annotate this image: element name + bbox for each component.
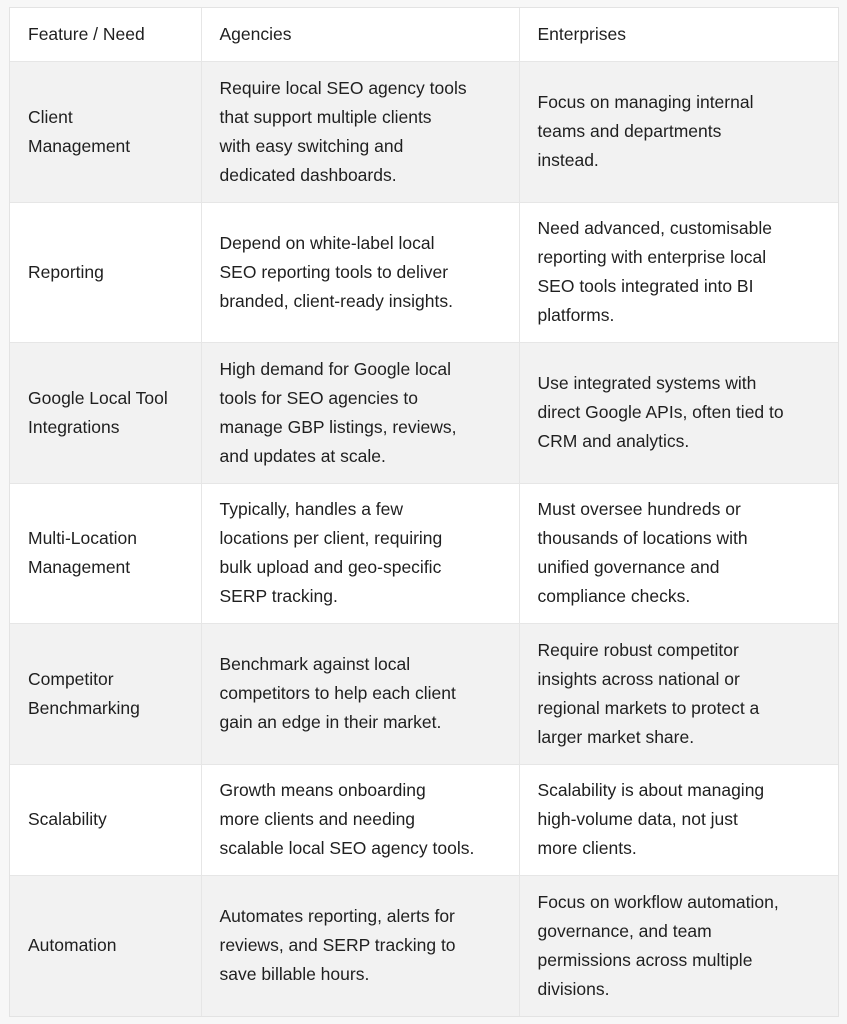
header-agencies: Agencies <box>201 8 519 61</box>
header-row <box>10 8 838 61</box>
cell-enterprises: Scalability is about managing high-volume data, not just more clients. <box>519 764 838 875</box>
cell-agencies: Depend on white-label local SEO reporting tools to deliver branded, client-ready insights. <box>201 202 519 342</box>
cell-feature: Competitor Benchmarking <box>10 623 201 764</box>
table-row <box>10 623 838 764</box>
cell-agencies: Automates reporting, alerts for reviews, and SERP tracking to save billable hours. <box>201 875 519 1016</box>
table-row <box>10 875 838 1016</box>
table-header <box>10 8 838 61</box>
cell-enterprises: Focus on workflow automation, governance, and team permissions across multiple divisions. <box>537 891 779 999</box>
cell-feature: Reporting <box>10 202 201 342</box>
table-row <box>10 342 838 483</box>
comparison-table <box>10 8 838 1016</box>
table-row <box>10 764 838 875</box>
cell-feature: Google Local Tool Integrations <box>10 342 201 483</box>
cell-enterprises: Use integrated systems with direct Google APIs, often tied to CRM and analytics. <box>519 342 838 483</box>
cell-agencies: Require local SEO agency tools that support multiple clients with easy switching and dedicated dashboards. <box>201 61 519 202</box>
cell-feature: Scalability <box>10 764 201 875</box>
cell-feature: Client Management <box>10 61 201 202</box>
cell-enterprises: Need advanced, customisable reporting with enterprise local SEO tools integrated into BI platforms. <box>519 202 838 342</box>
table-row <box>10 483 838 623</box>
cell-enterprises: Focus on managing internal teams and departments instead. <box>519 61 838 202</box>
cell-agencies: Typically, handles a few locations per client, requiring bulk upload and geo-specific SERP tracking. <box>201 483 519 623</box>
comparison-table-container <box>9 7 839 1017</box>
cell-agencies: Growth means onboarding more clients and needing scalable local SEO agency tools. <box>201 764 519 875</box>
cell-agencies: Benchmark against local competitors to help each client gain an edge in their market. <box>201 623 519 764</box>
header-enterprises: Enterprises <box>519 8 838 61</box>
cell-feature: Automation <box>10 875 201 1016</box>
cell-enterprises: Must oversee hundreds or thousands of locations with unified governance and compliance checks. <box>519 483 838 623</box>
table-row <box>10 202 838 342</box>
cell-agencies: High demand for Google local tools for SEO agencies to manage GBP listings, reviews, and updates at scale. <box>201 342 519 483</box>
cell-enterprises: Require robust competitor insights across national or regional markets to protect a larger market share. <box>519 623 838 764</box>
header-feature: Feature / Need <box>10 8 201 61</box>
table-body <box>10 61 838 1016</box>
cell-feature: Multi-Location Management <box>10 483 201 623</box>
table-row <box>10 61 838 202</box>
